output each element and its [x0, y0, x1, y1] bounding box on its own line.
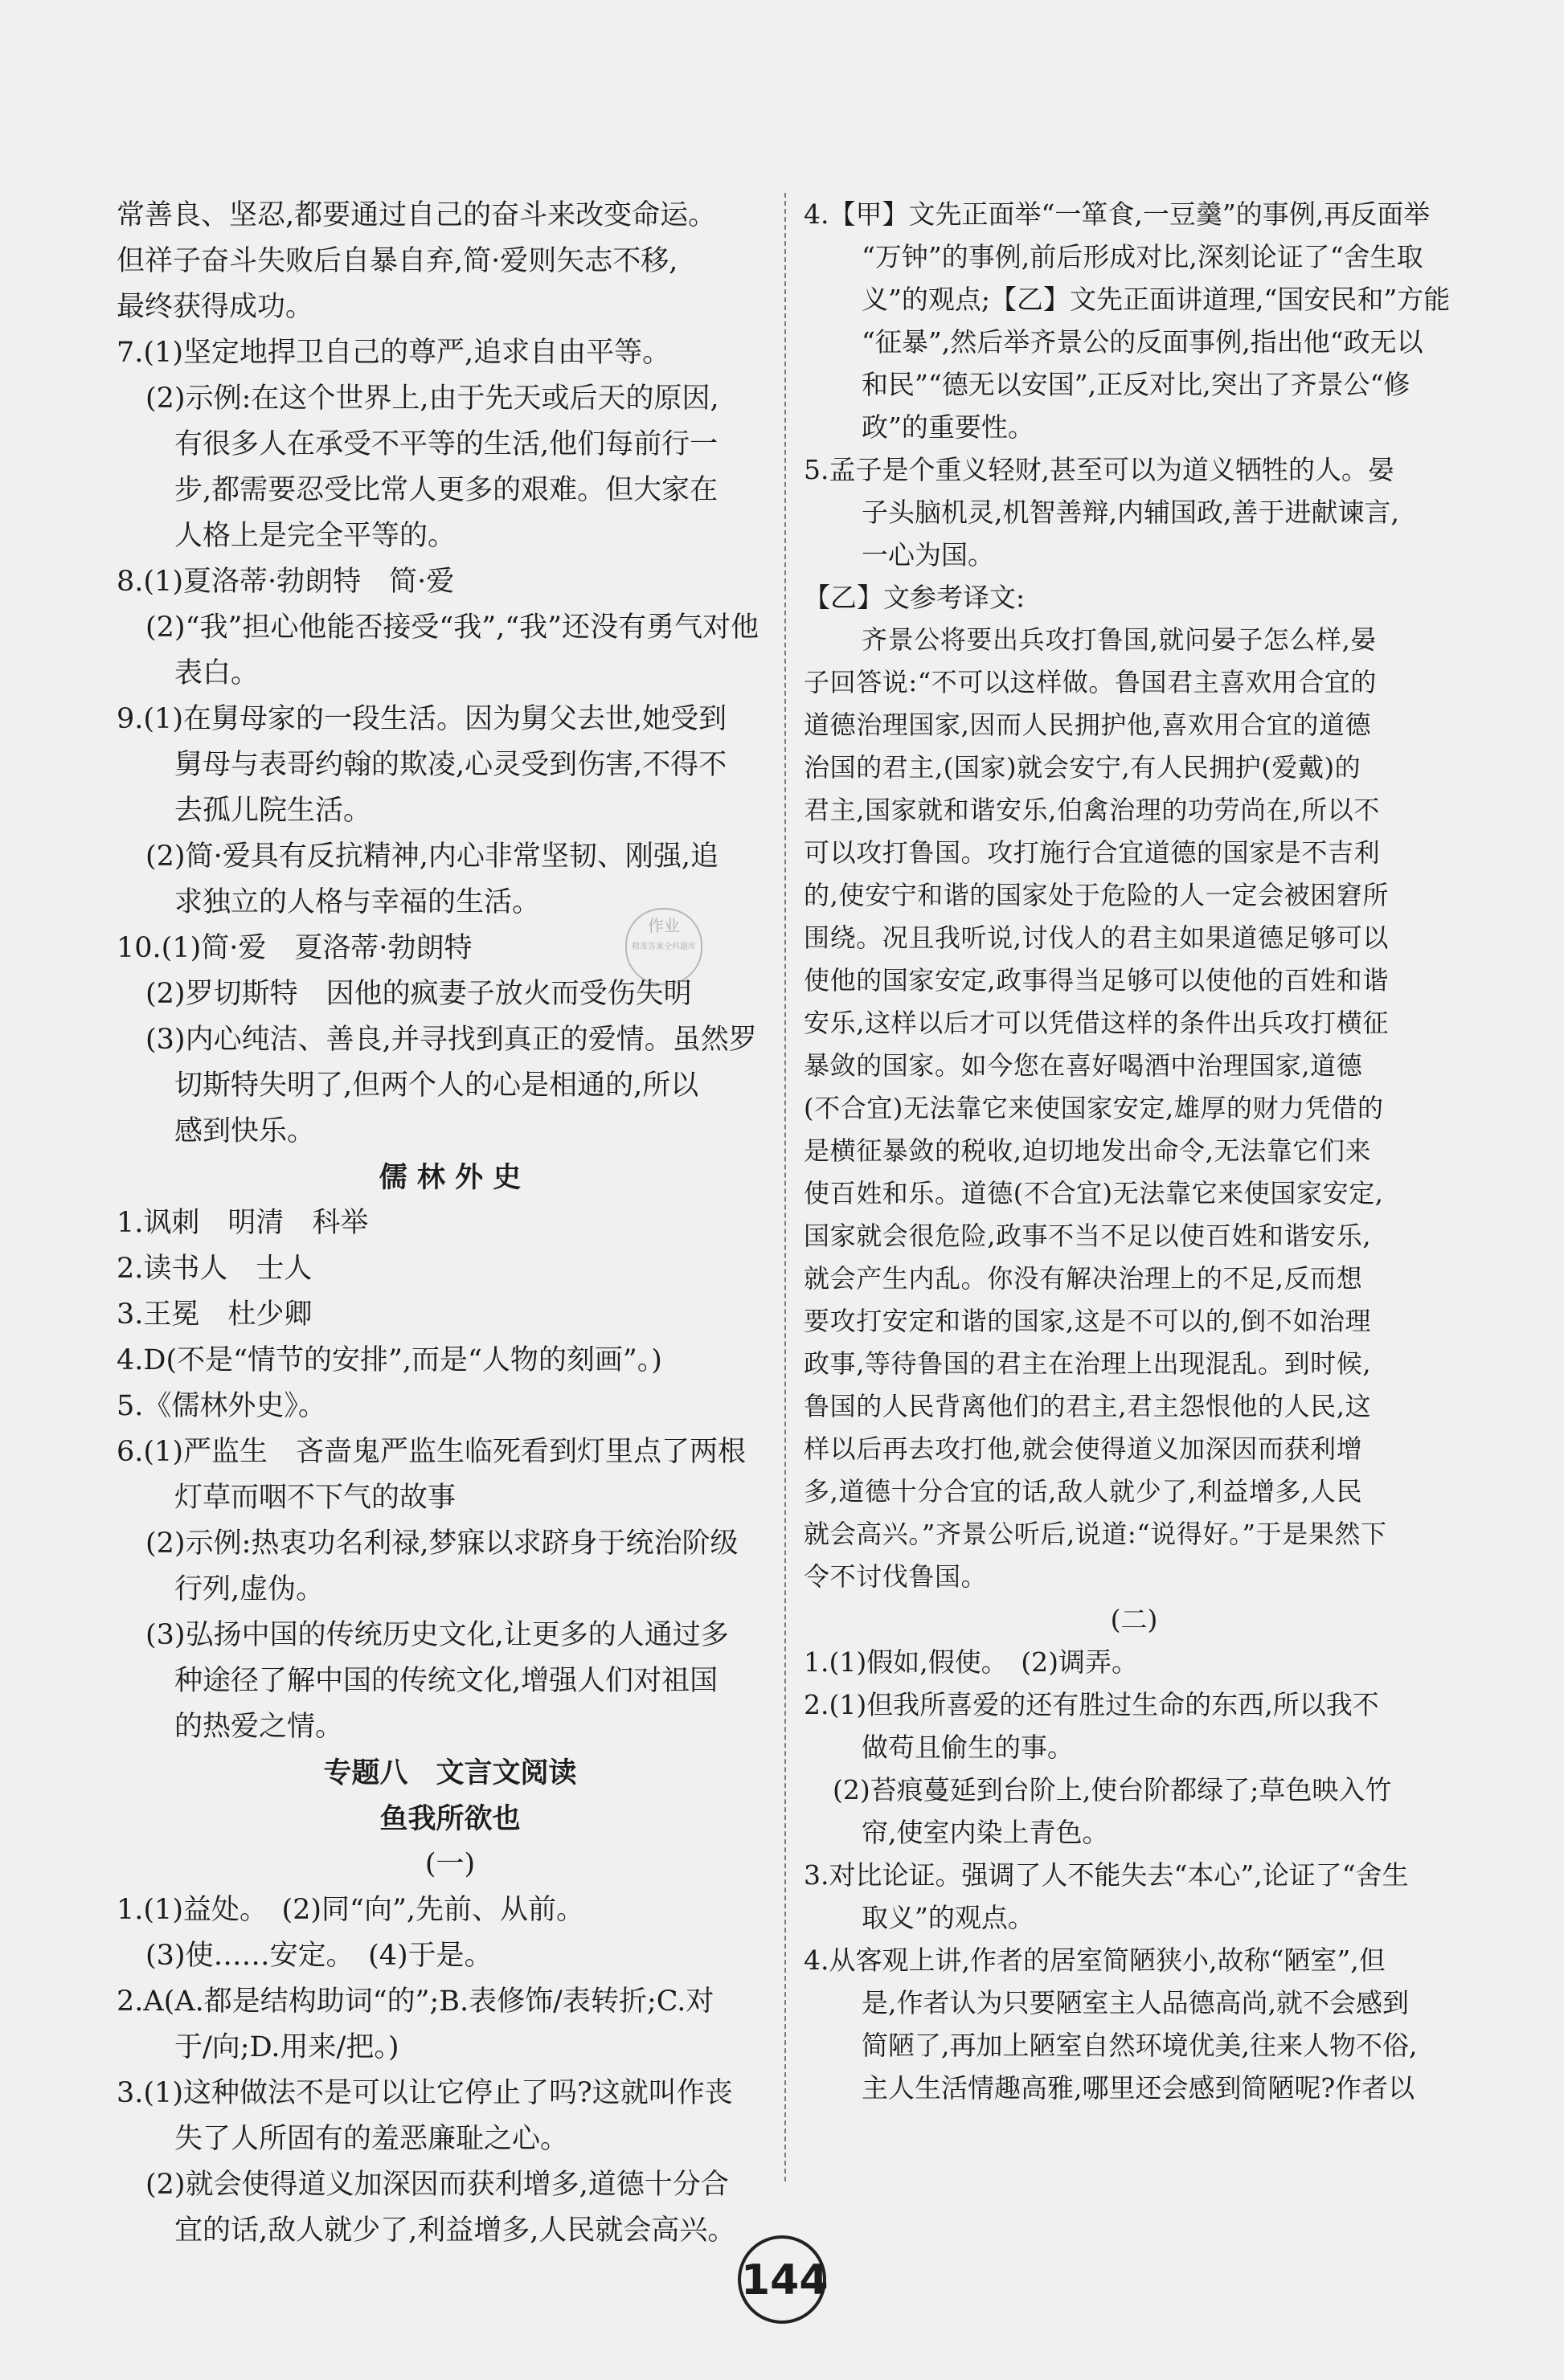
text-line: 种途径了解中国的传统文化,增强人们对祖国: [174, 1665, 719, 1697]
text-line: 做苟且偷生的事。: [862, 1732, 1074, 1763]
text-line: 围绕。况且我听说,讨伐人的君主如果道德足够可以: [804, 922, 1389, 953]
section-heading: 儒 林 外 史: [379, 1161, 522, 1194]
text-line: 求独立的人格与幸福的生活。: [174, 886, 541, 918]
text-line: (3)弘扬中国的传统历史文化,让更多的人通过多: [145, 1619, 729, 1651]
text-line: 使他的国家安定,政事得当足够可以使他的百姓和谐: [804, 965, 1389, 996]
text-line: 表白。: [174, 657, 260, 689]
text-line: 和民”“德无以安国”,正反对比,突出了齐景公“修: [862, 369, 1410, 400]
text-line: 2.读书人 士人: [117, 1253, 313, 1285]
text-line: 多,道德十分合宜的话,敌人就少了,利益增多,人民: [804, 1476, 1363, 1507]
text-line: 令不讨伐鲁国。: [804, 1561, 988, 1592]
text-line: 鲁国的人民背离他们的君主,君主怨恨他的人民,这: [804, 1391, 1372, 1421]
text-line: (2)“我”担心他能否接受“我”,“我”还没有勇气对他: [145, 611, 759, 644]
text-line: 主人生活情趣高雅,哪里还会感到简陋呢?作者以: [862, 2072, 1415, 2104]
section-heading: 鱼我所欲也: [379, 1802, 521, 1835]
text-line: 3.(1)这种做法不是可以让它停止了吗?这就叫作丧: [117, 2077, 733, 2109]
page-number: 144: [738, 2235, 826, 2324]
text-line: (2)罗切斯特 因他的疯妻子放火而受伤失明: [145, 978, 692, 1010]
text-line: 1.(1)益处。 (2)同“向”,先前、从前。: [117, 1894, 584, 1926]
text-line: 简陋了,再加上陋室自然环境优美,往来人物不俗,: [862, 2030, 1418, 2061]
stamp-title: 作业: [648, 916, 680, 935]
section-heading: 专题八 文言文阅读: [323, 1756, 577, 1789]
left-column: [117, 193, 784, 2254]
text-line: 2.(1)但我所喜爱的还有胜过生命的东西,所以我不: [804, 1689, 1379, 1720]
text-line: 就会产生内乱。你没有解决治理上的不足,反而想: [804, 1263, 1363, 1294]
text-line: 样以后再去攻打他,就会使得道义加深因而获利增: [804, 1433, 1363, 1464]
text-line: “万钟”的事例,前后形成对比,深刻论证了“舍生取: [862, 241, 1423, 272]
text-line: 君主,国家就和谐安乐,伯禽治理的功劳尚在,所以不: [804, 795, 1380, 825]
text-line: 是横征暴敛的税收,迫切地发出命令,无法靠它们来: [804, 1135, 1372, 1166]
text-line: 切斯特失明了,但两个人的心是相通的,所以: [174, 1069, 699, 1102]
text-line: 的,使安宁和谐的国家处于危险的人一定会被困窘所: [804, 880, 1389, 910]
text-line: 舅母与表哥约翰的欺凌,心灵受到伤害,不得不: [174, 749, 727, 781]
text-line: 一心为国。: [862, 539, 994, 570]
text-line: 齐景公将要出兵攻打鲁国,就问晏子怎么样,晏: [862, 624, 1377, 655]
text-line: 9.(1)在舅母家的一段生活。因为舅父去世,她受到: [117, 703, 727, 735]
stamp-subtitle: 精准答案全科题库: [632, 943, 696, 951]
text-line: (3)使……安定。 (4)于是。: [145, 1940, 493, 1972]
text-line: 步,都需要忍受比常人更多的艰难。但大家在: [174, 474, 719, 506]
text-line: 但祥子奋斗失败后自暴自弃,简·爱则矢志不移,: [117, 245, 678, 277]
text-line: 治国的君主,(国家)就会安宁,有人民拥护(爱戴)的: [804, 752, 1361, 783]
text-line: 帘,使室内染上青色。: [862, 1817, 1109, 1848]
text-line: 要攻打安定和谐的国家,这是不可以的,倒不如治理: [804, 1306, 1372, 1336]
text-line: (2)示例:在这个世界上,由于先天或后天的原因,: [145, 382, 719, 415]
subsection-label: (二): [1110, 1604, 1158, 1635]
text-line: 的热爱之情。: [174, 1711, 344, 1743]
text-line: 4.D(不是“情节的安排”,而是“人物的刻画”。): [117, 1344, 662, 1376]
text-line: 1.(1)假如,假使。 (2)调弄。: [804, 1646, 1138, 1678]
text-line: 10.(1)简·爱 夏洛蒂·勃朗特: [117, 932, 473, 964]
text-line: 人格上是完全平等的。: [174, 520, 457, 552]
text-line: 6.(1)严监生 吝啬鬼严监生临死看到灯里点了两根: [117, 1436, 746, 1468]
text-line: 道德治理国家,因而人民拥护他,喜欢用合宜的道德: [804, 710, 1372, 740]
text-line: 4.从客观上讲,作者的居室简陋狭小,故称“陋室”,但: [804, 1944, 1386, 1976]
text-line: 8.(1)夏洛蒂·勃朗特 简·爱: [117, 566, 455, 598]
right-column: [804, 193, 1464, 2109]
text-line: 4.【甲】文先正面举“一箪食,一豆羹”的事例,再反面举: [804, 198, 1431, 230]
text-line: 取义”的观点。: [862, 1902, 1034, 1933]
text-line: 7.(1)坚定地捍卫自己的尊严,追求自由平等。: [117, 337, 671, 369]
text-line: 政”的重要性。: [862, 411, 1034, 443]
text-line: (2)简·爱具有反抗精神,内心非常坚韧、刚强,追: [145, 840, 719, 873]
text-line: 是,作者认为只要陋室主人品德高尚,就不会感到: [862, 1987, 1409, 2018]
text-line: 5.孟子是个重义轻财,甚至可以为道义牺牲的人。晏: [804, 454, 1394, 485]
text-line: 暴敛的国家。如今您在喜好喝酒中治理国家,道德: [804, 1050, 1363, 1081]
text-line: (2)就会使得道义加深因而获利增多,道德十分合: [145, 2169, 729, 2201]
text-line: 2.A(A.都是结构助词“的”;B.表修饰/表转折;C.对: [117, 1985, 714, 2018]
text-line: (3)内心纯洁、善良,并寻找到真正的爱情。虽然罗: [145, 1024, 757, 1056]
text-line: 【乙】文参考译文:: [804, 582, 1026, 613]
text-line: 安乐,这样以后才可以凭借这样的条件出兵攻打横征: [804, 1008, 1389, 1038]
text-line: 去孤儿院生活。: [174, 795, 372, 827]
text-line: 1.讽刺 明清 科举: [117, 1207, 369, 1239]
text-line: 子回答说:“不可以这样做。鲁国君主喜欢用合宜的: [804, 667, 1377, 697]
text-line: 行列,虚伪。: [174, 1573, 325, 1605]
text-line: 可以攻打鲁国。攻打施行合宜道德的国家是不吉利: [804, 837, 1381, 868]
text-line: 常善良、坚忍,都要通过自己的奋斗来改变命运。: [117, 199, 717, 231]
text-line: 灯草而咽不下气的故事: [174, 1482, 457, 1514]
text-line: 国家就会很危险,政事不当不足以使百姓和谐安乐,: [804, 1221, 1372, 1251]
text-line: 有很多人在承受不平等的生活,他们每前行一: [174, 428, 719, 460]
text-line: 最终获得成功。: [117, 291, 314, 323]
text-line: 感到快乐。: [174, 1115, 316, 1147]
text-line: 义”的观点;【乙】文先正面讲道理,“国安民和”方能: [862, 284, 1451, 315]
text-line: (2)示例:热衷功名利禄,梦寐以求跻身于统治阶级: [145, 1527, 739, 1560]
text-line: 于/向;D.用来/把。): [174, 2031, 399, 2063]
text-line: (2)苔痕蔓延到台阶上,使台阶都绿了;草色映入竹: [833, 1774, 1392, 1805]
subsection-label: (一): [424, 1848, 476, 1880]
text-line: 子头脑机灵,机智善辩,内辅国政,善于进献谏言,: [862, 497, 1399, 528]
text-line: 3.对比论证。强调了人不能失去“本心”,论证了“舍生: [804, 1859, 1409, 1891]
text-line: 政事,等待鲁国的君主在治理上出现混乱。到时候,: [804, 1348, 1372, 1379]
column-divider: [784, 193, 786, 2182]
text-line: 3.王冕 杜少卿: [117, 1298, 313, 1331]
text-line: (不合宜)无法靠它来使国家安定,雄厚的财力凭借的: [804, 1093, 1384, 1123]
text-line: “征暴”,然后举齐景公的反面事例,指出他“政无以: [862, 326, 1423, 358]
text-line: 5.《儒林外史》。: [117, 1390, 326, 1422]
text-line: 宜的话,敌人就少了,利益增多,人民就会高兴。: [174, 2214, 736, 2247]
text-line: 就会高兴。”齐景公听后,说道:“说得好。”于是果然下: [804, 1519, 1387, 1549]
text-line: 失了人所固有的羞恶廉耻之心。: [174, 2123, 569, 2155]
watermark-stamp: [625, 908, 702, 985]
text-line: 使百姓和乐。道德(不合宜)无法靠它来使国家安定,: [804, 1178, 1384, 1208]
